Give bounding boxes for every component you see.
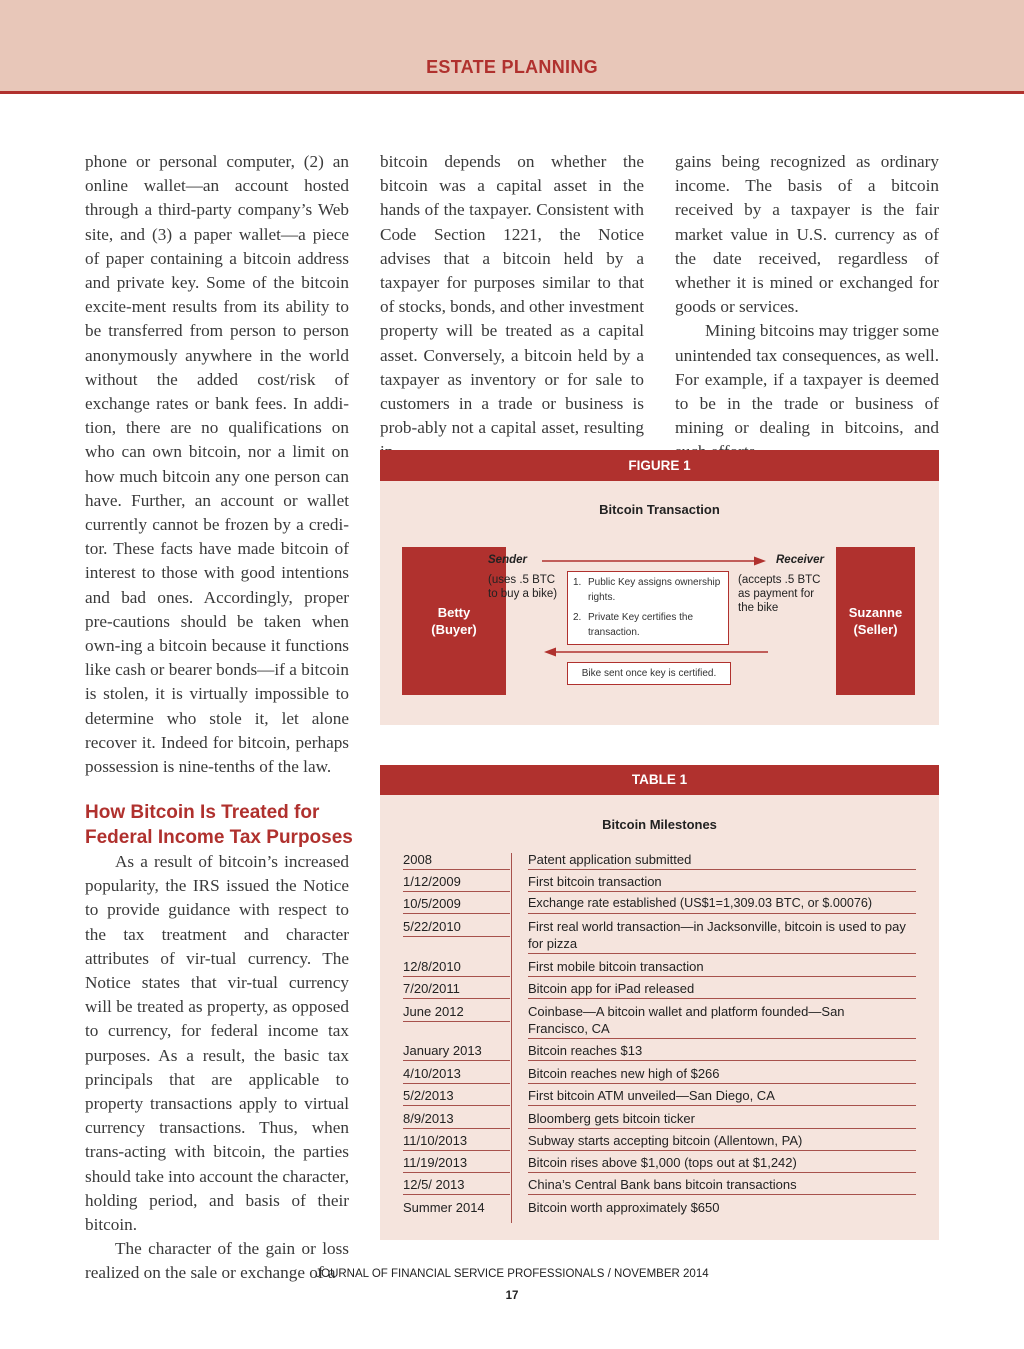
row-event: Bloomberg gets bitcoin ticker <box>528 1110 916 1129</box>
section-title: ESTATE PLANNING <box>426 57 598 77</box>
seller-name: Suzanne <box>848 605 903 620</box>
sender-note: (uses .5 BTC to buy a bike) <box>488 574 558 600</box>
page-number: 17 <box>505 1290 519 1302</box>
row-event: Bitcoin reaches $13 <box>528 1042 916 1061</box>
table-panel <box>380 765 939 1240</box>
article-column-1-continued <box>85 850 349 1286</box>
paragraph: The character of the gain or loss realized on the sale or exchange of a <box>85 1239 349 1283</box>
row-event: Bitcoin reaches new high of $266 <box>528 1065 916 1084</box>
table-label: TABLE 1 <box>380 765 939 795</box>
page-header <box>0 0 1024 94</box>
step-2 <box>568 611 728 640</box>
row-event: Patent application submitted <box>528 851 916 870</box>
row-date: 12/5/ 2013 <box>403 1176 510 1195</box>
row-date: 2008 <box>403 851 510 870</box>
row-date: 8/9/2013 <box>403 1110 510 1129</box>
step-1-text: Public Key assigns ownership rights. <box>588 577 721 603</box>
row-date: 11/19/2013 <box>403 1154 510 1173</box>
row-event: Bitcoin rises above $1,000 (tops out at $1,242) <box>528 1154 916 1173</box>
figure-label: FIGURE 1 <box>380 450 939 481</box>
figure-title: Bitcoin Transaction <box>599 502 720 517</box>
step-1 <box>568 576 728 605</box>
receiver-note: (accepts .5 BTC as payment for the bike <box>738 574 821 614</box>
row-date: 5/22/2010 <box>403 918 510 937</box>
sender-label: Sender <box>488 554 527 566</box>
paragraph: As a result of bitcoin’s increased popularity, the IRS issued the Notice to provide guidance with respect to the tax treatment and character attributes of vir-tual currency. The Notice states that vir-tual currency will be treated as property, as opposed to currency, for federal income tax purposes. As a result, the basic tax principals that are applicable to property transactions apply to virtual currency transactions. Thus, when trans-acting with bitcoin, the parties should take into account the character, holding period, and basis of their bitcoin. <box>85 852 349 1235</box>
figure-panel <box>380 450 939 725</box>
section-heading: How Bitcoin Is Treated for Federal Income Tax Purposes <box>85 802 353 848</box>
forward-arrowhead <box>754 557 766 566</box>
row-date: 12/8/2010 <box>403 958 510 977</box>
row-date: 1/12/2009 <box>403 873 510 892</box>
row-event: Bitcoin app for iPad released <box>528 980 916 999</box>
row-event: First mobile bitcoin transaction <box>528 958 916 977</box>
table-title: Bitcoin Milestones <box>602 817 717 832</box>
step-1-number: 1. <box>573 577 582 588</box>
paragraph: bitcoin depends on whether the bitcoin was a capital asset in the hands of the taxpayer. Consistent with Code Section 1221, the Notice advises that a bitcoin held by a taxpayer for purposes similar to that of stocks, bonds, and other investment property will be treated as a capital asset. Conversely, a bitcoin held by a taxpayer as inventory or for sale to customers in a trade or business is prob-ably not a capital asset, resulting <box>380 152 644 438</box>
seller-role: (Seller) <box>853 622 898 637</box>
return-note-box: Bike sent once key is certified. <box>567 662 731 685</box>
step-2-text: Private Key certifies the transaction. <box>588 612 694 638</box>
row-date: June 2012 <box>403 1003 510 1022</box>
article-column-2 <box>380 150 644 465</box>
row-date: 4/10/2013 <box>403 1065 510 1084</box>
key-steps-box <box>567 571 729 645</box>
article-column-1 <box>85 150 349 779</box>
row-date: January 2013 <box>403 1042 510 1061</box>
row-date: Summer 2014 <box>403 1200 485 1215</box>
row-event: Subway starts accepting bitcoin (Allentown, PA) <box>528 1132 916 1151</box>
paragraph: Mining bitcoins may trigger some unintended tax consequences, as well. For example, if a taxpayer is deemed to be in the trade or business of mining or dealing in bitcoins, and <box>675 321 939 438</box>
row-date: 7/20/2011 <box>403 980 510 999</box>
column-divider <box>511 853 512 1223</box>
row-event: Exchange rate established (US$1=1,309.03 BTC, or $.00076) <box>528 895 916 914</box>
row-event: First bitcoin transaction <box>528 873 916 892</box>
paragraph: gains being recognized as ordinary income. The basis of a bitcoin received by a taxpayer is the fair market value in U.S. currency as of the date received, regardless of whether it is mined or exchanged for goods or services. <box>675 152 939 317</box>
row-date: 10/5/2009 <box>403 895 510 914</box>
row-event: First bitcoin ATM unveiled—San Diego, CA <box>528 1087 916 1106</box>
buyer-name: Betty <box>437 605 471 620</box>
paragraph: phone or personal computer, (2) an online wallet—an account hosted through a third-party company’s Web site, and (3) a paper wallet—a piece of paper containing a bitcoin address and private key. Some of the bitcoin excite-ment results from its ability to be transferred from person to person anonymously anywhere in the world without the added cost/risk of exchange rates or bank fees. In addi-tion, there are no qualifications on who can own bitcoin, nor a limit on how much bitcoin any one person can have. Further, an account or wallet currently cannot be frozen by a credi-tor. These facts have made bitcoin of interest to those with good intentions and bad ones. Accordingly, proper pre-cautions should be taken when own-ing a bitcoin because it functions like cash or bearer bonds—if a bitcoin is stolen, it is virtually impossible to determine who stole it, let alone recover it. Indeed for bitcoin, perhaps possession is nine-tenths of the law. <box>85 152 349 777</box>
journal-footer: JOURNAL OF FINANCIAL SERVICE PROFESSIONALS / NOVEMBER 2014 <box>315 1268 709 1280</box>
row-event: First real world transaction—in Jacksonville, bitcoin is used to pay for pizza <box>528 918 916 954</box>
step-2-number: 2. <box>573 612 582 623</box>
receiver-label: Receiver <box>776 554 824 566</box>
row-event: China’s Central Bank bans bitcoin transactions <box>528 1176 916 1195</box>
row-date: 11/10/2013 <box>403 1132 510 1151</box>
row-date: 5/2/2013 <box>403 1087 510 1106</box>
buyer-role: (Buyer) <box>431 622 477 637</box>
article-column-3 <box>675 150 939 465</box>
row-event: Bitcoin worth approximately $650 <box>528 1200 720 1215</box>
row-event: Coinbase—A bitcoin wallet and platform founded—San Francisco, CA <box>528 1003 916 1039</box>
return-arrowhead <box>544 648 556 657</box>
